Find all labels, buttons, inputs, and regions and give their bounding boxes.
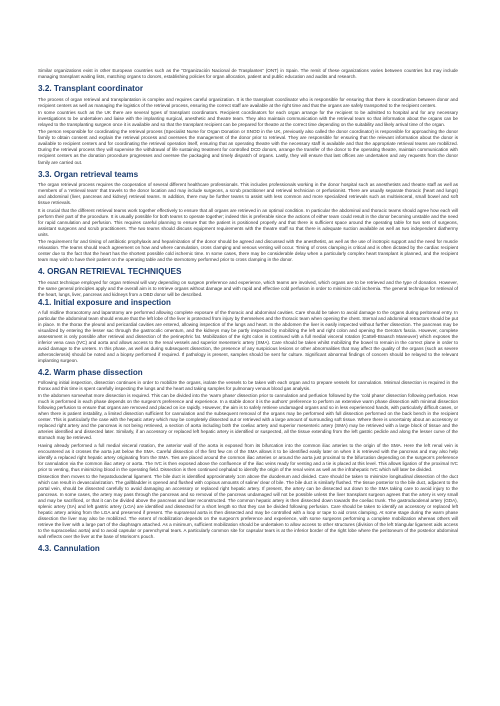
section-4-3 — [38, 544, 458, 554]
section-heading-4-1: 4.1. Initial exposure and inspection — [38, 298, 171, 308]
body-paragraph: Following initial inspection, dissection continues in order to mobilize the organs, isolate the vessels to be taken with each organ and to prepare vessels for cannulation. Minimal dissection is required in the thorax and this time is spent carefully inspecting the lungs and the heart and taking samples for pulmonary venous blood gas analysis. — [38, 379, 458, 391]
section-4 — [38, 267, 458, 298]
intro-paragraph: Similar organizations exist in other European countries such as the “Organización Nacional de Trasplantes” (ONT) in Spain. The remit of these organizations varies between countries but may include managing transplant waiting lists, matching organs to donors, establishing policies for organ allocation, patient and public education and audits and research. — [38, 68, 458, 80]
body-paragraph: The person responsible for coordinating the retrieval process (Specialist Nurse for Organ Donation or SNOD in the UK, previously also called the donor coordinator) is responsible for approaching the donor family to obtain consent and explain the retrieval process and oversees the management of the donor prior to retrieval. They are responsible for ensuring that the relevant information about the donor is available to recipient centers and for coordinating the retrieval operation itself, ensuring that an operating theatre with the necessary staff is available and that the appropriate retrieval teams are mobilized. During the retrieval process they will supervise the withdrawal of life sustaining treatment for controlled DCD donors, arrange the transfer of the donor to the operating theatre, maintain communication with recipient centers as the donation procedure progresses and oversee the packaging and timely dispatch of organs. Lastly, they will ensure that last offices are undertaken and any requests from the donor family are carried out. — [38, 129, 458, 165]
section-heading-4-3: 4.3. Cannulation — [38, 543, 100, 553]
body-paragraph: Dissection then moves to the hepatoduodenal ligament. The bile duct is identified approximately 1cm above the duodenum and divided. Care should be taken to minimize longitudinal dissection of the duct which can result in devascularization. The gallbladder is opened and flushed with copious amounts of saline/ clear of bile. The bile duct is similarly flushed. The tissue posterior to the bile duct, adjacent to the portal vein, should be dissected carefully to avoid damaging an accessory or replaced right hepatic artery. If present, the artery can be dissected out down to the SMA taking care to avoid injury to the pancreas. In some cases, the artery may pass through the pancreas and so removal of the pancreas undamaged will not be possible unless the liver transplant surgeon agrees that the artery is very small and may be sacrificed, or that it can be divided above the pancreas and later reconstructed. The common hepatic artery is then dissected down towards the coeliac trunk. The gastroduodenal artery (GDA), splenic artery (SA) and left gastric artery (LGA) are identified and dissected for a short length so that they can be divided following perfusion. Care should be taken to identify an accessory or replaced left hepatic artery arising from the LGA and preserved if present. The suprarenal aorta is then dissected and may be controlled with a loop or tape to aid cross clamping. At some stage during the warm phase dissection the liver may also be mobilized. The extent of mobilization depends on the surgeon’s preference and experience, with some surgeons performing a complete mobilization whereas others will retrieve the liver with a large part of the diaphragm attached. As a minimum, sufficient mobilization should be undertaken to allow access to other structures (division of the left triangular ligament aids access to the supracoeliac aorta) and to avoid capsular or parenchymal tears. A particularly common site for capsular tears is at the inferior border of the right lobe where the peritoneum of the posterior abdominal wall reflects over the liver at the base of Morison’s pouch. — [38, 473, 458, 540]
body-paragraph: In some countries such as the UK there are several types of transplant coordinators. Recipient coordinators for each organ arrange for the recipient to be admitted to hospital and for any necessary investigations to be undertaken and liaise with the implanting surgical, anesthetic and theatre team. They also maintain communication with the retrieval team so that information about the organs can be relayed to the transplanting surgeon once it is available and so that the transplant recipient can be prepared for theatre at the correct time depending on the suitability and likely arrival time of the organ. — [38, 109, 458, 128]
section-3-3 — [38, 170, 458, 264]
body-paragraph: A full midline thoracotomy and laparotomy are performed allowing complete exposure of the thoracic and abdominal cavities. Care should be taken to avoid damage to the organs during peritoneal entry. In particular the abdominal team should ensure that the left lobe of the liver is protected from injury by themselves and the thoracic team when opening the chest. Sternal and abdominal retractors should be put in place. In the thorax the pleural and pericardial cavities are entered, allowing inspection of the lungs and heart. In the abdomen the liver is easily inspected without further dissection. The pancreas may be visualized by entering the lesser sac through the gastrocolic omentum, and the kidneys may be partly inspected by mobilizing the left and right colon and opening the Gerota’s fascia. However, complete assessment is only possible after retrieval and dissection of the perinephric fat. Mobilization of the right colon is continued with a full medial visceral rotation (Cattell-Braasch Maneuver) which exposes the inferior vena cava (IVC) and aorta and allows access to the renal vessels and superior mesenteric artery (SMA). Care should be taken whilst mobilizing the bowel to remain in the correct plane in order to avoid damage to the ureters. In this phase, as well as during subsequent dissection, the presence of any suspicious lesions or other abnormalities that may affect the quality of the organs (such as severe atherosclerosis) should be noted and a biopsy performed if required. If pathology is present, samples should be sent for culture. Significant abnormal findings of concern should be relayed to the relevant implanting surgeon. — [38, 310, 458, 364]
section-heading-3-2: 3.2. Transplant coordinator — [38, 84, 144, 94]
body-paragraph: The organ retrieval process requires the cooperation of several different healthcare professionals. This includes professionals working in the donor hospital such as anesthetists and theatre staff as well as members of a ‘retrieval team’ that travels to the donor location and may include surgeons, a scrub practitioner and retrieval technician or perfusionist. There are usually separate thoracic (heart and lungs) and abdominal (liver, pancreas and kidney) retrieval teams. In addition, there may be further teams to assist with less common and more specialized retrievals such as multivisceral, small bowel and soft tissue retrievals. — [38, 182, 458, 206]
body-paragraph: Having already performed a full medial visceral rotation, the anterior wall of the aorta is exposed from its bifurcation into the common iliac arteries to the origin of the SMA. Here the left renal vein is encountered as it crosses the aorta just below the SMA. Careful dissection of the first few cm of the SMA allows it to be identified easily later on when it is retrieved with the pancreas and may also help identify a replaced right hepatic artery originating from the SMA. Ties are placed around the common iliac arteries or around the aorta just proximal to the bifurcation depending on the surgeon’s preference for cannulation via the common iliac artery or aorta. The IVC is then exposed above the confluence of the iliac veins ready for venting and a tie is placed at this level. This allows ligation of the proximal IVC prior to venting, thus minimizing blood in the operating field. Dissection is then continued cephalad to identify the origin of the renal veins as well as the infrahepatic IVC which will later be divided. — [38, 442, 458, 472]
body-paragraph: In the abdomen somewhat more dissection is required. This can be divided into the ‘warm phase’ dissection prior to cannulation and perfusion followed by the ‘cold phase’ dissection following perfusion. How much is performed in each phase depends on the surgeon’s preference and experience. In a stable donor it is the authors’ preference to perform an extensive warm phase dissection with minimal dissection following perfusion to ensure that organs are removed and placed on ice rapidly. However, the aim is to safely retrieve undamaged organs and so in less experienced hands, with particularly difficult cases, or when there is patient instability, a limited dissection sufficient for cannulation and the subsequent removal of the organs may be performed with full dissection performed on the back bench in the recipient center. This is particularly the case with the hepatic artery which may be completely dissected out or retrieved with a large amount of surrounding soft tissue. Where there is uncertainty about an accessory or replaced right artery and the pancreas is not being retrieved, a section of aorta including both the coeliac artery and superior mesenteric artery (SMA) may be retrieved with a large block of tissue and the arteries identified and dissected later. Similarly, if an accessory or replaced left hepatic artery is identified or suspected, all the tissue extending from the left gastric pedicle and along the lesser curve of the stomach may be retrieved. — [38, 392, 458, 441]
section-3-2 — [38, 84, 458, 165]
body-paragraph: The process of organ retrieval and transplantation is complex and requires careful organization. It is the transplant coordinator who is responsible for ensuring that there is coordination between donor and recipient centers as well as managing the logistics of the retrieval process, ensuring the correct staff are available at the right time and that the organs are safely transported to the recipient centers. — [38, 96, 458, 108]
section-4-2 — [38, 368, 458, 541]
body-paragraph: The requirement for and timing of antibiotic prophylaxis and heparinization of the donor should be agreed and discussed with the anesthetist, as well as the use of inotropic support and the need for muscle relaxation. The teams should reach agreement on how and where cannulation, cross clamping and venous venting will occur. Timing of cross clamping is critical and is often dictated by the cardiac recipient center due to the fact that the heart has the shortest possible cold ischemic time. In some cases, there may be considerable delay when a particularly complex heart transplant is planned, and the recipient team may wish to have their patient on the operating table and the sternotomy performed prior to cross clamping in the donor. — [38, 238, 458, 263]
section-heading-4: 4. ORGAN RETRIEVAL TECHNIQUES — [38, 267, 182, 277]
intro-section — [38, 68, 458, 80]
section-heading-4-2: 4.2. Warm phase dissection — [38, 367, 143, 377]
body-paragraph: It is crucial that the different retrieval teams work together effectively to ensure that all organs are retrieved in an optimal condition. In particular the abdominal and thoracic teams should agree how each will perform their part of the procedure. It is usually possible for both teams to operate together; indeed this is preferable since the actions of either team could result in the donor becoming unstable and the need for rapid cannulation and perfusion. This requires careful planning to ensure that the patient is positioned properly and that there is sufficient space around the operating table for two sets of surgeons, assistant surgeons and scrub practitioners. The two teams should discuss equipment requirements with the theatre staff so that there is adequate suction available as well as two independent diathermy units. — [38, 207, 458, 237]
section-heading-3-3: 3.3. Organ retrieval teams — [38, 169, 139, 179]
body-paragraph: The exact technique employed for organ retrieval will vary depending on surgeon preference and experience, which teams are involved, which organs are to be retrieved and the type of donation. However, the same general principles apply and the overall aim is to retrieve organs without damage and with rapid and effective cold perfusion in order to minimize cold ischemia. The general technique for retrieval of the heart, lungs, liver, pancreas and kidneys from a DBD donor will be described. — [38, 279, 458, 297]
section-4-1 — [38, 298, 458, 364]
